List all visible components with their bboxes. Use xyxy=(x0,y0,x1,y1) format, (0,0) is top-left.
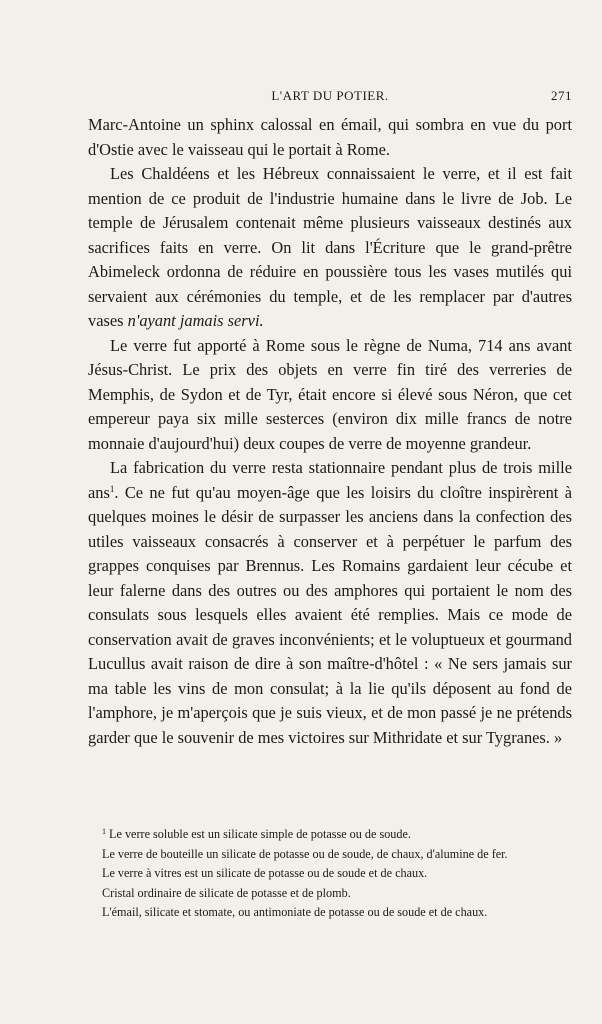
footnote-line-5: L'émail, silicate et stomate, ou antimoniate de potasse ou de soude et de chaux. xyxy=(102,905,488,919)
footnote-line-2: Le verre de bouteille un silicate de potasse ou de soude, de chaux, d'alumine de fer. xyxy=(102,846,508,861)
paragraph-2-text: Les Chaldéens et les Hébreux connaissaient le verre, et il est fait mention de ce produit de l'industrie humaine dans le livre de Job. Le temple de Jérusalem contenait même plusieurs vaisseaux destinés aux sacrifices faits en verre. On lit dans l'Écriture que le grand-prêtre Abimeleck ordonna de réduire en poussière tous les vases mutilés qui servaient aux cérémonies du temple, et de les remplacer par d'autres vases xyxy=(88,164,572,330)
paragraph-4-text-a: La fabrication du verre resta stationnaire pendant plus de trois mille ans xyxy=(88,458,572,502)
main-text xyxy=(88,113,572,750)
paragraph-4 xyxy=(88,456,572,750)
italic-phrase: n'ayant jamais servi. xyxy=(127,311,264,330)
footnote-1-text: Le verre soluble est un silicate simple de potasse ou de soude. xyxy=(109,827,411,841)
footnote-line-4: Cristal ordinaire de silicate de potasse et de plomb. xyxy=(102,885,351,900)
footnote-marker: 1 xyxy=(102,827,106,836)
running-header xyxy=(88,88,572,108)
paragraph-3: Le verre fut apporté à Rome sous le règne de Numa, 714 ans avant Jésus-Christ. Le prix des objets en verre fin tiré des verreries de Memphis, de Sydon et de Tyr, était encore si élevé sous Néron, que cet empereur paya six mille sesterces (environ dix mille francs de notre monnaie d'aujourd'hui) deux coupes de verre de moyenne grandeur. xyxy=(88,335,572,453)
footnote-1 xyxy=(88,825,572,844)
page-number: 271 xyxy=(551,88,572,103)
footnote-reference: 1 xyxy=(109,483,115,494)
paragraph-4-text-b: . Ce ne fut qu'au moyen-âge que les loisirs du cloître inspirèrent à quelques moines le désir de surpasser les anciens dans la confection des utiles vaisseaux consacrés à conserver et à perpétuer le parfum des grappes conquises par Brennus. Les Romains gardaient leur cécube et leur falerne dans des outres ou des amphores qui portaient le nom des consulats sous lesquels elles avaient été remplies. Mais ce mode de conservation avait de graves inconvénients; et le voluptueux et gourmand Lucullus avait raison de dire à son maître-d'hôtel : « Ne sers jamais sur ma table les vins de mon consulat; à la lie qu'ils déposent au fond de l'amphore, je m'aperçois que je suis vieux, et de mon passé je ne prétends garder que le souvenir de mes victoires sur Mithridate et sur Tygranes. » xyxy=(88,482,572,747)
paragraph-1: Marc-Antoine un sphinx calossal en émail, qui sombra en vue du port d'Ostie avec le vaisseau qui le portait à Rome. xyxy=(88,115,572,159)
footnote-line-3: Le verre à vitres est un silicate de potasse ou de soude et de chaux. xyxy=(102,866,428,880)
footnotes xyxy=(88,825,572,923)
paragraph-2 xyxy=(88,162,572,334)
running-title: L'ART DU POTIER. xyxy=(271,88,389,103)
